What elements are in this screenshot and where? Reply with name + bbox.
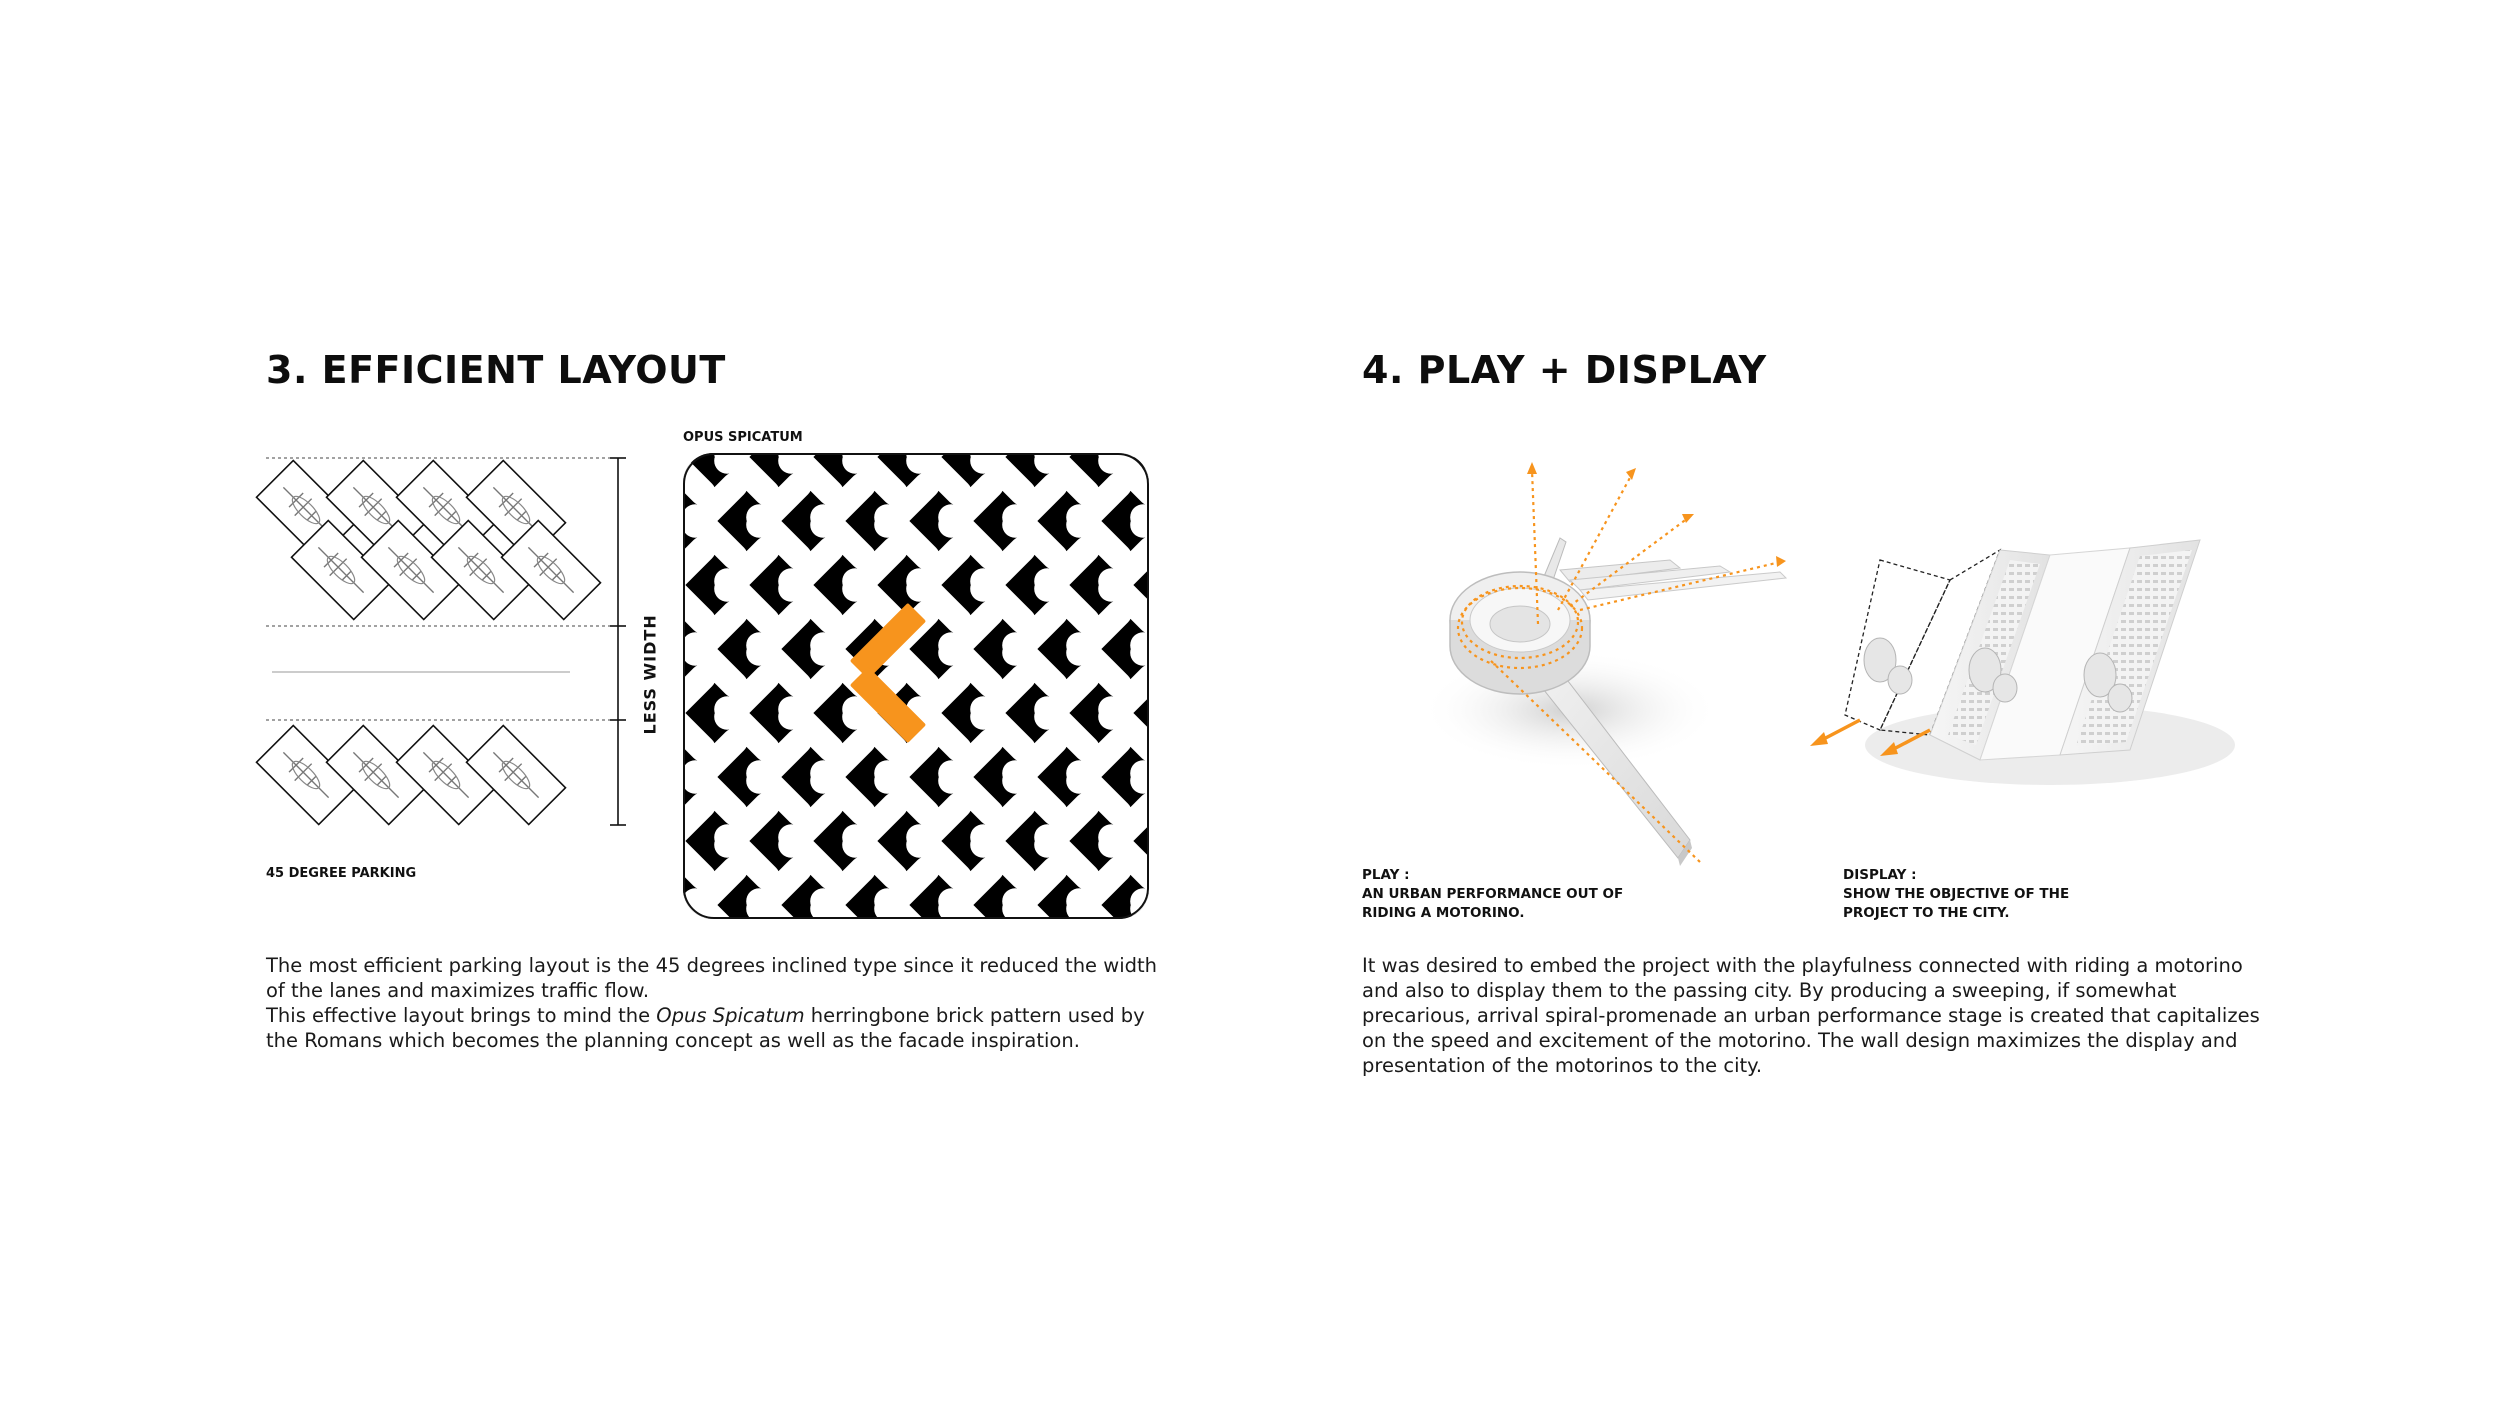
spiral-ramp-illustration [1420,410,1800,880]
herringbone-brick [933,339,1009,415]
herringbone-brick [1125,371,1201,447]
parking-diagram [266,450,626,835]
efficient-layout-description [266,953,1166,1053]
herringbone-brick [869,371,945,447]
less-width-label: LESS WIDTH [640,614,660,735]
herringbone-brick [805,339,881,415]
herringbone-brick [1189,723,1265,799]
efficient-description-line-2: This effective layout brings to mind the Opus Spicatum herringbone brick pattern used by the Romans which becomes the planning concept as well as the facade inspiration. [266,1004,1145,1052]
herringbone-brick [1189,339,1265,415]
opus-spicatum-term: Opus Spicatum [656,1004,805,1027]
herringbone-brick [1061,371,1137,447]
herringbone-brick [1157,819,1233,895]
efficient-description-line-1: The most efficient parking layout is the 45 degrees inclined type since it reduced the width of the lanes and maximizes traffic flow. [266,954,1158,1002]
45-degree-parking-label: 45 DEGREE PARKING [266,866,417,881]
herringbone-brick [1157,691,1233,767]
display-caption [1843,866,2103,923]
herringbone-brick [1157,403,1233,479]
herringbone-brick [1189,883,1265,959]
herringbone-brick [1189,467,1265,543]
herringbone-brick [1189,755,1265,831]
herringbone-brick [1157,787,1233,863]
parking-stalls [257,461,601,825]
herringbone-brick [1189,371,1265,447]
play-caption [1362,866,1662,923]
herringbone-brick [741,339,817,415]
herringbone-brick [1189,595,1265,671]
herringbone-brick [1157,435,1233,511]
herringbone-brick [997,371,1073,447]
herringbone-brick [869,339,945,415]
efficient-layout-title: 3. EFFICIENT LAYOUT [266,348,726,392]
herringbone-brick [1157,563,1233,639]
herringbone-brick [1125,883,1201,959]
herringbone-brick [1189,627,1265,703]
display-wall-illustration [1800,530,2240,800]
herringbone-brick [1189,499,1265,575]
play-caption-body: AN URBAN PERFORMANCE OUT OF RIDING A MOTORINO. [1362,886,1624,921]
display-caption-title: DISPLAY : [1843,867,1917,883]
herringbone-brick [933,371,1009,447]
herringbone-brick [613,883,689,959]
herringbone-brick [1189,851,1265,927]
herringbone-brick [1157,915,1233,991]
herringbone-brick [997,339,1073,415]
parking-stall [467,726,566,825]
play-display-description: It was desired to embed the project with the playfulness connected with riding a motorino and also to display them to the passing city. By producing a sweeping, if somewhat precarious, arrival spiral-promenade an urban performance stage is created that capitalizes on the speed and excitement of the motorino. The wall design maximizes the display and presentation of the motorinos to the city. [1362,954,2260,1077]
play-caption-title: PLAY : [1362,867,1410,883]
herringbone-brick [805,371,881,447]
herringbone-brick [1157,947,1233,1023]
opus-spicatum-panel [683,453,1149,919]
herringbone-brick [1125,339,1201,415]
opus-spicatum-label: OPUS SPICATUM [683,430,803,445]
herringbone-brick [1157,659,1233,735]
display-caption-body: SHOW THE OBJECTIVE OF THE PROJECT TO THE CITY. [1843,886,2070,921]
herringbone-brick [1157,531,1233,607]
play-display-title: 4. PLAY + DISPLAY [1362,348,1767,392]
herringbone-brick [613,851,689,927]
herringbone-brick [1061,339,1137,415]
